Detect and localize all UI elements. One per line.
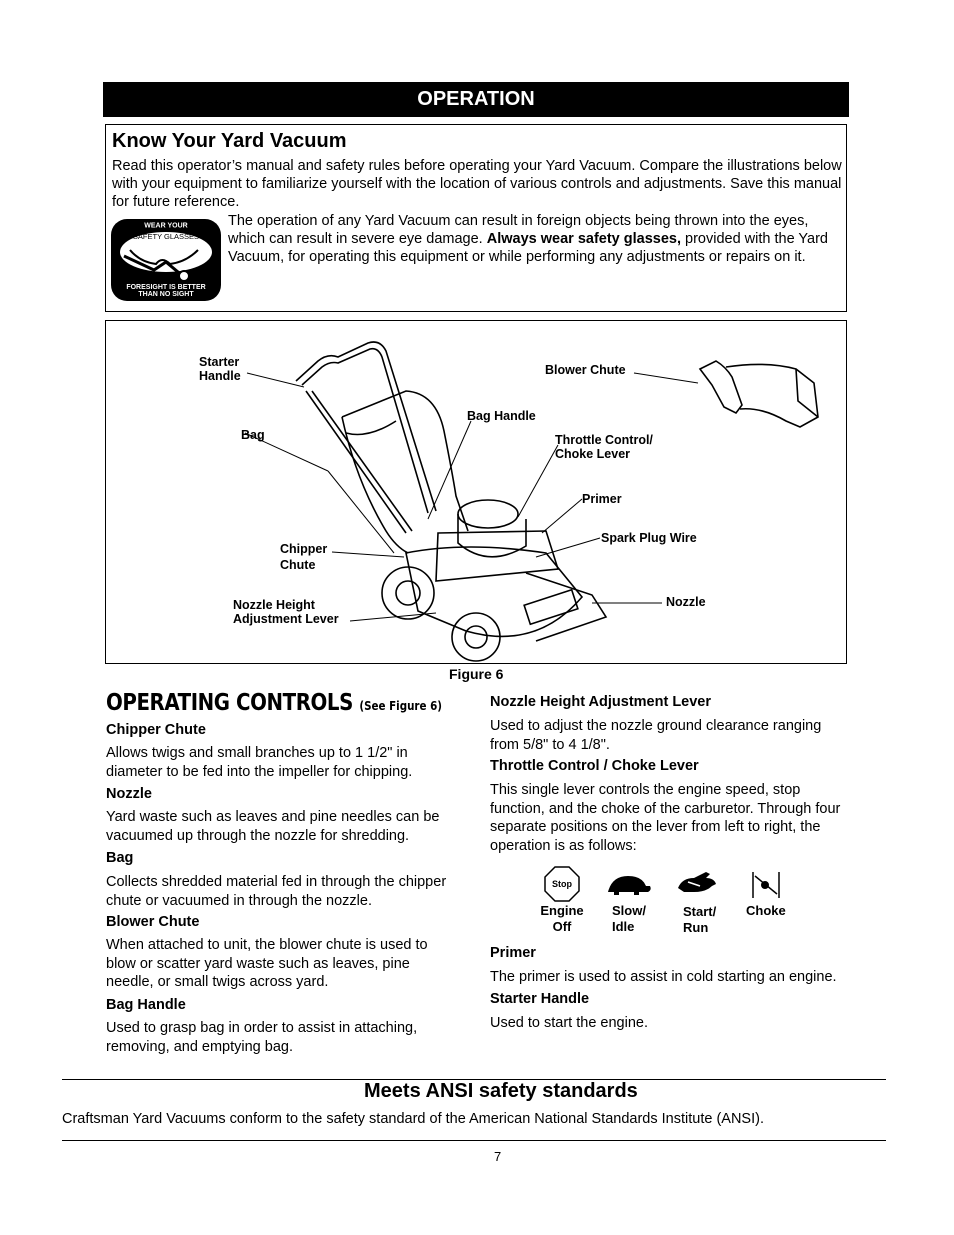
heading-bag: Bag <box>106 850 134 866</box>
label-primer: Primer <box>582 492 622 506</box>
text-throttle-choke: This single lever controls the engine speed, stop function, and the choke of the carburetor. Through four separate positions on the lever from left to right, the operation is as follows: <box>490 782 841 854</box>
text-bag-handle: Used to grasp bag in order to assist in attaching, removing, and emptying bag. <box>106 1020 418 1055</box>
text-primer: The primer is used to assist in cold starting an engine. <box>490 969 837 985</box>
page-number: 7 <box>494 1149 502 1164</box>
label-choke: Choke <box>746 903 786 918</box>
figure-6-box <box>105 320 847 664</box>
text-nozzle: Yard waste such as leaves and pine needles can be vacuumed up through the nozzle for shredding. <box>106 809 440 844</box>
heading-throttle-choke: Throttle Control / Choke Lever <box>490 758 699 774</box>
label-start-run: Start/ Run <box>683 904 717 935</box>
text-bag: Collects shredded material fed in through the chipper chute or vacuumed in through the nozzle. <box>106 874 447 909</box>
text-starter-handle: Used to start the engine. <box>490 1015 648 1031</box>
label-slow-idle: Slow/ Idle <box>612 903 646 934</box>
choke-icon <box>751 872 783 898</box>
label-nozzle-height: Nozzle Height Adjustment Lever <box>233 598 339 626</box>
section-banner: OPERATION <box>103 82 849 117</box>
label-starter-handle: Starter Handle <box>199 355 241 383</box>
heading-nozzle-height-lever: Nozzle Height Adjustment Lever <box>490 694 712 710</box>
heading-blower-chute: Blower Chute <box>106 914 200 930</box>
label-blower-chute: Blower Chute <box>545 363 626 377</box>
safety-glasses-badge-icon <box>110 218 222 302</box>
safety-text-post: provided with the Yard Vacuum, for operating this equipment or while performing any adjustments or repairs on it. <box>228 231 828 265</box>
badge-top-text: WEAR YOUR <box>144 222 188 230</box>
badge-bottom2-text: THAN NO SIGHT <box>138 291 194 298</box>
heading-primer: Primer <box>490 945 536 961</box>
label-spark-plug-wire: Spark Plug Wire <box>601 531 697 545</box>
text-chipper-chute: Allows twigs and small branches up to 1 1/2" in diameter to be fed into the impeller for chipping. <box>106 745 413 780</box>
text-blower-chute: When attached to unit, the blower chute is used to blow or scatter yard waste such as leaves, pine needle, or small twigs across yard. <box>106 937 428 990</box>
label-bag-handle: Bag Handle <box>467 409 536 423</box>
text-nozzle-height-lever: Used to adjust the nozzle ground clearance ranging from 5/8" to 4 1/8". <box>490 718 822 753</box>
heading-nozzle: Nozzle <box>106 786 152 802</box>
stop-sign-icon <box>544 866 580 902</box>
safety-text-bold: Always wear safety glasses, <box>486 231 681 247</box>
badge-bottom1-text: FORESIGHT IS BETTER <box>126 284 206 291</box>
ansi-title: Meets ANSI safety standards <box>364 1080 638 1102</box>
ansi-text: Craftsman Yard Vacuums conform to the safety standard of the American National Standards Institute (ANSI). <box>62 1111 764 1127</box>
label-bag: Bag <box>241 428 265 442</box>
know-title: Know Your Yard Vacuum <box>112 130 347 152</box>
rabbit-icon <box>676 870 720 896</box>
turtle-icon <box>604 874 652 896</box>
know-intro-paragraph: Read this operator’s manual and safety rules before operating your Yard Vacuum. Compare the illustrations below with your equipment to familiarize yourself with the location of various controls and adjustments. Save this manual for future reference. <box>112 158 842 210</box>
label-chipper-chute: Chipper Chute <box>280 542 328 572</box>
heading-starter-handle: Starter Handle <box>490 991 590 1007</box>
heading-chipper-chute: Chipper Chute <box>106 722 206 738</box>
figure-caption: Figure 6 <box>449 666 504 682</box>
heading-bag-handle: Bag Handle <box>106 997 186 1013</box>
label-nozzle: Nozzle <box>666 595 706 609</box>
badge-mid-text: SAFETY GLASSES <box>132 232 200 241</box>
safety-text-pre: The operation of any Yard Vacuum can result in foreign objects being thrown into the eyes, which can result in severe eye damage. <box>228 213 809 247</box>
ansi-bottom-rule <box>62 1140 886 1141</box>
label-engine-off: Engine Off <box>540 903 584 934</box>
label-throttle-choke: Throttle Control/ Choke Lever <box>555 433 653 461</box>
know-safety-paragraph <box>228 212 848 266</box>
stop-sign-text: Stop <box>552 879 572 889</box>
operating-controls-title: OPERATING CONTROLS (See Figure 6) <box>106 690 443 716</box>
operating-controls-subtitle: (See Figure 6) <box>359 699 443 713</box>
